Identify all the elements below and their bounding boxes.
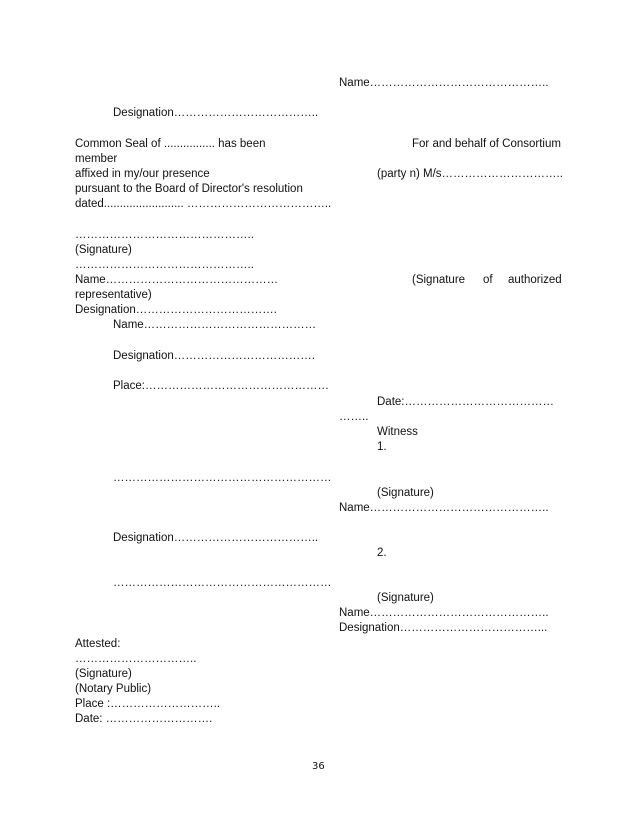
witness-1-name-line[interactable]: Name……………………………………….. (339, 502, 549, 514)
name-line[interactable]: Name……………………………………… (75, 274, 279, 286)
attested-signature-label: (Signature) (75, 668, 132, 680)
name-line-top[interactable]: Name……………………………………….. (339, 77, 549, 89)
designation-mid-line[interactable]: Designation……………………………….. (113, 532, 319, 544)
designation-line[interactable]: Designation………………………………. (75, 304, 277, 316)
dated-line[interactable]: dated......................... ……………………………….. (75, 198, 332, 210)
pursuant-text: pursuant to the Board of Director's resolution (75, 183, 303, 195)
signature-dots-line[interactable]: ……………………………………….. (75, 229, 254, 241)
member-text: member (75, 153, 118, 165)
signature-dots-line-2[interactable]: ……………………………………….. (75, 259, 254, 271)
long-dots-line-2[interactable]: ………………………………………………… (113, 577, 332, 589)
witness-1-signature-label: (Signature) (377, 487, 434, 499)
witness-2-signature-label: (Signature) (377, 592, 434, 604)
witness-2-name-line[interactable]: Name……………………………………….. (339, 607, 549, 619)
designation-indent-line[interactable]: Designation………………………………. (113, 350, 315, 362)
notary-public-label: (Notary Public) (75, 683, 152, 695)
signature-authorized-word-1: (Signature (412, 274, 466, 286)
designation-line-top[interactable]: Designation……………………………….. (113, 107, 319, 119)
name-indent-line[interactable]: Name……………………………………… (113, 319, 317, 331)
witness-2-designation-line[interactable]: Designation………………………………... (339, 622, 548, 634)
for-behalf-consortium-text: For and behalf of Consortium (412, 138, 561, 150)
common-seal-text: Common Seal of ................ has been (75, 138, 266, 150)
attested-date-line[interactable]: Date: ………………………. (75, 713, 213, 725)
attested-place-line[interactable]: Place :……………………….. (75, 698, 221, 710)
representative-text: representative) (75, 289, 152, 301)
signature-label: (Signature) (75, 244, 132, 256)
witness-2-number: 2. (377, 547, 387, 559)
page-number: 36 (312, 761, 325, 772)
witness-1-number: 1. (377, 441, 387, 453)
affixed-text: affixed in my/our presence (75, 168, 210, 180)
witness-heading: Witness (377, 426, 418, 438)
party-n-line[interactable]: (party n) M/s………………………….. (377, 168, 563, 180)
date-line-cont: …….. (339, 411, 369, 423)
long-dots-line-1[interactable]: ………………………………………………… (113, 472, 332, 484)
date-line[interactable]: Date:………………………………… (377, 396, 554, 408)
signature-authorized-word-3: authorized (508, 274, 562, 286)
signature-authorized-word-2: of (483, 274, 493, 286)
place-indent-line[interactable]: Place:………………………………………… (113, 380, 329, 392)
attested-dots-line[interactable]: ………………………….. (75, 653, 197, 665)
attested-heading: Attested: (75, 638, 121, 650)
